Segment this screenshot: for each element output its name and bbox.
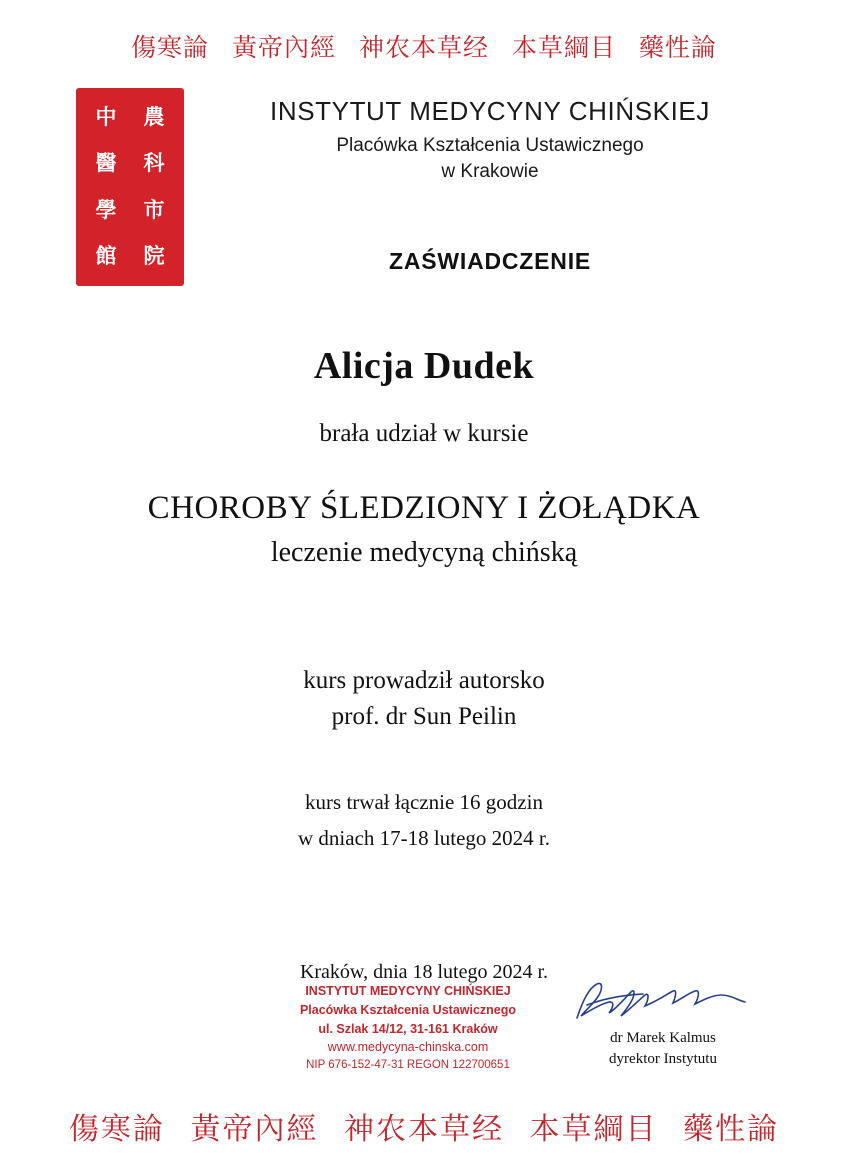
lecturer-intro: kurs prowadził autorsko (303, 667, 545, 694)
banner-bottom-group-3: 神农本草经 (344, 1112, 504, 1147)
banner-top-group-5: 藥性論 (638, 33, 717, 62)
chinese-banner-bottom (0, 1104, 848, 1148)
chinese-banner-top (0, 28, 848, 64)
seal-char-7: 館 (95, 244, 117, 269)
course-title: CHOROBY ŚLEDZIONY I ŻOŁĄDKA (147, 490, 701, 526)
seal-char-5: 學 (95, 197, 117, 222)
banner-bottom-group-1: 傷寒論 (68, 1112, 165, 1147)
seal-char-2: 農 (143, 104, 165, 129)
duration-hours: kurs trwał łącznie 16 godzin (305, 789, 543, 814)
seal-char-8: 院 (143, 244, 165, 269)
stamp-tax-id: NIP 676-152-47-31 REGON 122700651 (306, 1059, 510, 1071)
stamp-line-2: Placówka Kształcenia Ustawicznego (299, 1002, 517, 1017)
signer-name: dr Marek Kalmus (610, 1030, 716, 1046)
seal-char-1: 中 (95, 104, 117, 129)
certificate-word: ZAŚWIADCZENIE (388, 248, 592, 274)
seal-char-6: 市 (143, 197, 165, 222)
course-duration (64, 784, 784, 858)
institute-stamp (278, 982, 538, 1074)
seal-char-4: 科 (143, 151, 165, 176)
banner-top-group-3: 神农本草经 (358, 33, 489, 62)
document-header (190, 96, 790, 183)
participant-name: Alicja Dudek (313, 345, 535, 387)
course-subtitle: leczenie medycyną chińską (270, 537, 578, 568)
participation-statement: brała udział w kursie (319, 420, 529, 447)
institute-name: INSTYTUT MEDYCYNY CHIŃSKIEJ (270, 96, 710, 126)
banner-bottom-group-5: 藥性論 (683, 1112, 780, 1147)
duration-dates: w dniach 17-18 lutego 2024 r. (298, 826, 550, 851)
certificate-body (64, 344, 784, 984)
signature-block (548, 978, 778, 1070)
chinese-seal (76, 88, 184, 286)
handwritten-signature-icon (563, 978, 763, 1026)
stamp-line-3: ul. Szlak 14/12, 31-161 Kraków (318, 1021, 498, 1036)
banner-top-group-2: 黃帝內經 (232, 33, 337, 62)
banner-bottom-group-2: 黃帝內經 (190, 1112, 319, 1147)
banner-bottom-group-4: 本草綱目 (529, 1112, 658, 1147)
banner-top-group-4: 本草綱目 (511, 33, 616, 62)
seal-char-3: 醫 (95, 151, 117, 176)
institute-subtitle-1: Placówka Kształcenia Ustawicznego (336, 135, 644, 156)
place-and-date: Kraków, dnia 18 lutego 2024 r. (299, 961, 549, 983)
signer-role: dyrektor Instytutu (609, 1051, 717, 1067)
course-lecturer (64, 663, 784, 736)
stamp-line-1: INSTYTUT MEDYCYNY CHIŃSKIEJ (305, 984, 511, 998)
institute-subtitle-2: w Krakowie (441, 161, 539, 182)
lecturer-name: prof. dr Sun Peilin (331, 703, 517, 731)
stamp-website: www.medycyna-chinska.com (327, 1040, 489, 1055)
banner-top-group-1: 傷寒論 (131, 33, 210, 62)
